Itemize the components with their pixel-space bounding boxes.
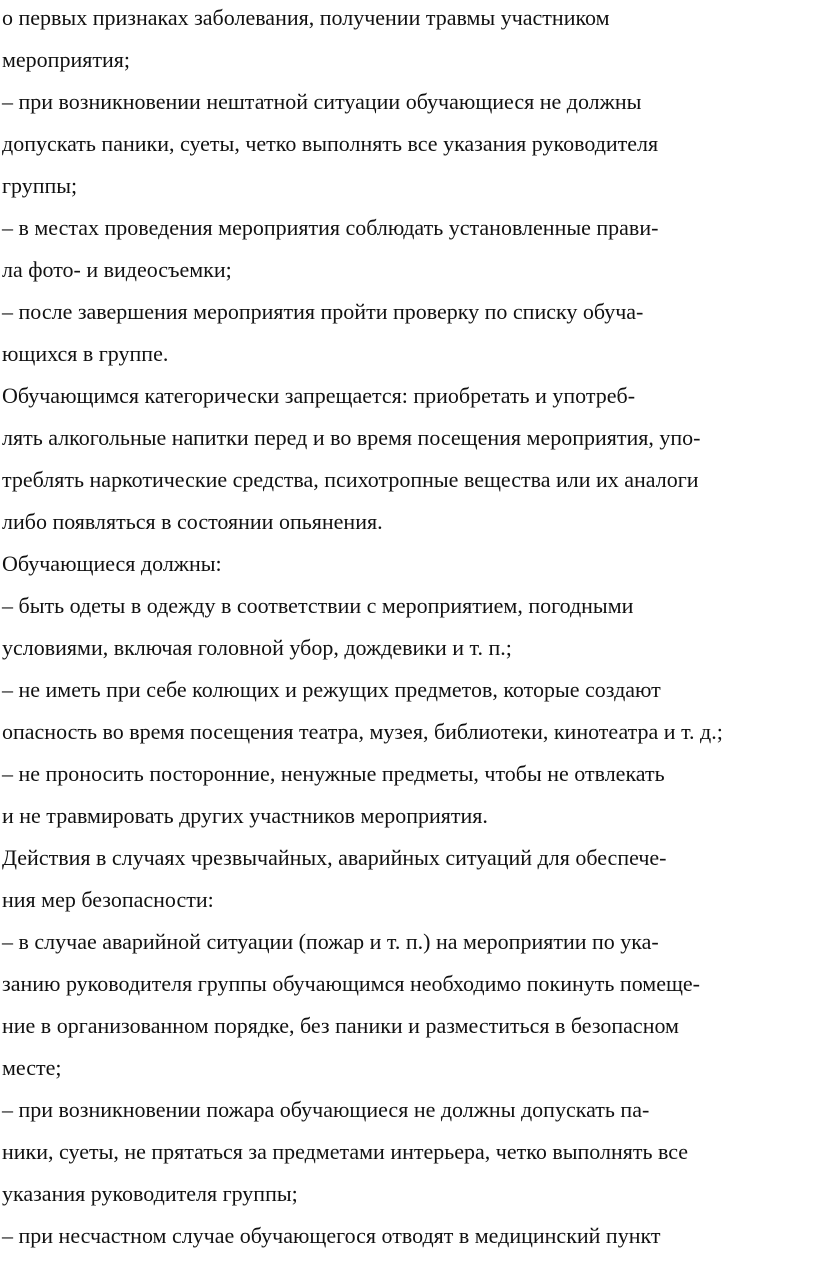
text-line: – в случае аварийной ситуации (пожар и т. п.) на мероприятии по ука- [2, 929, 659, 954]
text-line: Обучающимся категорически запрещается: приобретать и употреб- [2, 383, 636, 408]
text-line: либо появляться в состоянии опьянения. [2, 509, 383, 534]
text-line: мероприятия; [2, 47, 130, 72]
text-line: указания руководителя группы; [2, 1181, 298, 1206]
text-line: Обучающиеся должны: [2, 551, 222, 576]
text-line: – в местах проведения мероприятия соблюдать установленные прави- [2, 215, 659, 240]
text-line: – быть одеты в одежду в соответствии с мероприятием, погодными [2, 593, 634, 618]
text-line: – после завершения мероприятия пройти проверку по списку обуча- [2, 299, 644, 324]
text-line: и не травмировать других участников мероприятия. [2, 803, 488, 828]
text-line: лять алкогольные напитки перед и во время посещения мероприятия, упо- [2, 425, 701, 450]
text-line: ющихся в группе. [2, 341, 169, 366]
text-line: условиями, включая головной убор, дождевики и т. п.; [2, 635, 512, 660]
text-line: – при возникновении нештатной ситуации обучающиеся не должны [2, 89, 642, 114]
text-line: ники, суеты, не прятаться за предметами интерьера, четко выполнять все [2, 1139, 689, 1164]
text-line: о первых признаках заболевания, получении травмы участником [2, 5, 610, 30]
text-line: опасность во время посещения театра, музея, библиотеки, кинотеатра и т. д.; [2, 719, 723, 744]
text-line: ния мер безопасности: [2, 887, 214, 912]
text-line: – при возникновении пожара обучающиеся не должны допускать па- [2, 1097, 650, 1122]
text-line: – не иметь при себе колющих и режущих предметов, которые создают [2, 677, 661, 702]
text-line: месте; [2, 1055, 62, 1080]
text-line: – при несчастном случае обучающегося отводят в медицинский пункт [2, 1223, 661, 1248]
text-line: Действия в случаях чрезвычайных, аварийных ситуаций для обеспече- [2, 845, 667, 870]
text-line: занию руководителя группы обучающимся необходимо покинуть помеще- [2, 971, 701, 996]
text-line: ние в организованном порядке, без паники и разместиться в безопасном [2, 1013, 679, 1038]
text-line: группы; [2, 173, 78, 198]
text-line: треблять наркотические средства, психотропные вещества или их аналоги [2, 467, 699, 492]
text-line: ла фото- и видеосъемки; [2, 257, 232, 282]
text-line: допускать паники, суеты, четко выполнять все указания руководителя [2, 131, 659, 156]
text-line: – не проносить посторонние, ненужные предметы, чтобы не отвлекать [2, 761, 665, 786]
